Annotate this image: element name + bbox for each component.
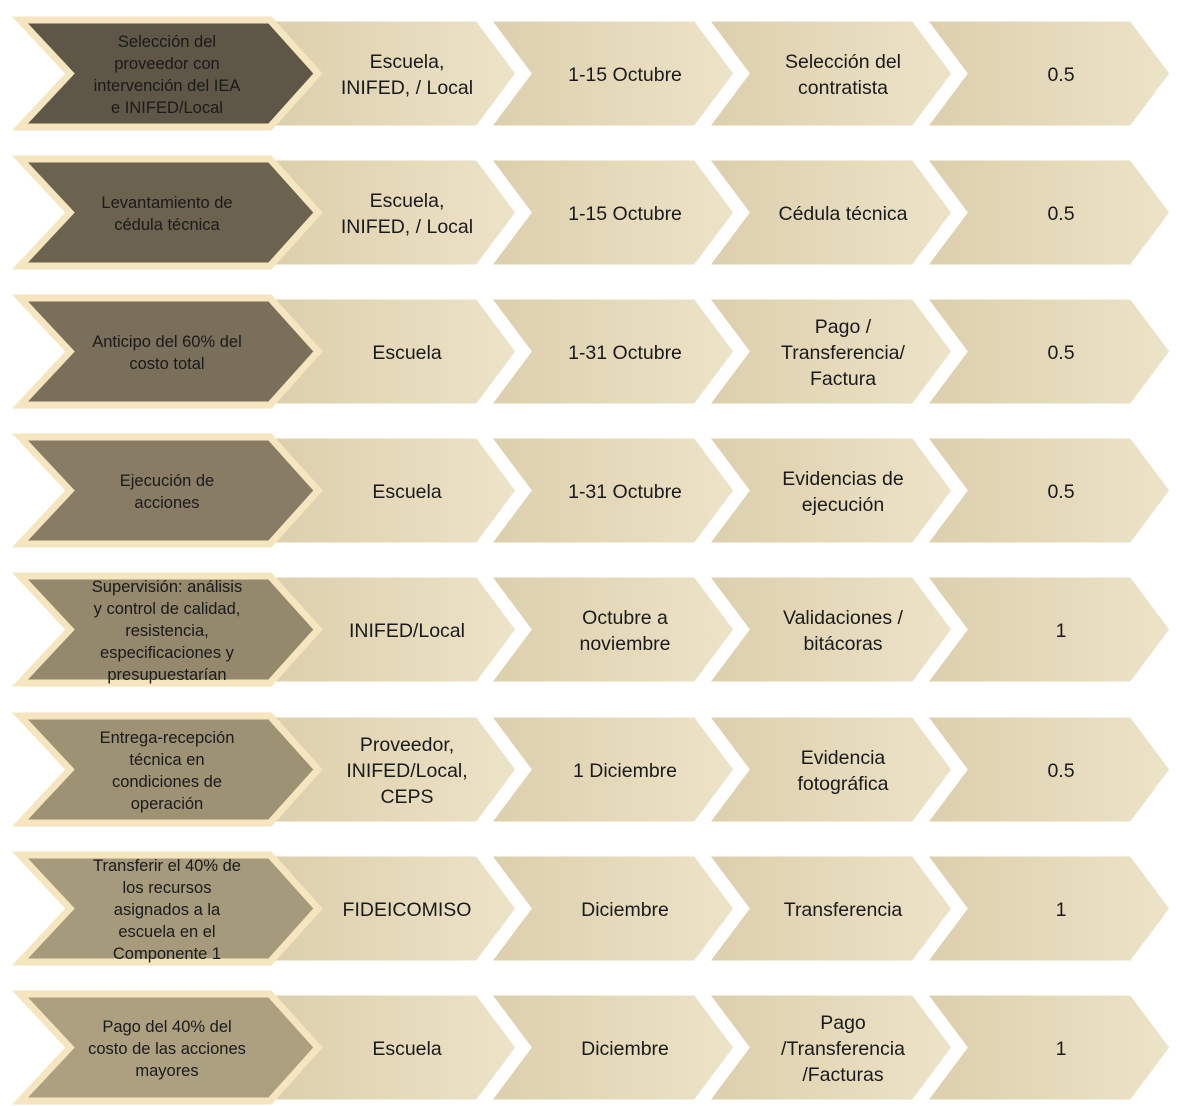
chevron-step [20, 994, 318, 1101]
chevron-weight [926, 437, 1171, 544]
weight-label-line: 1 [1055, 1037, 1067, 1060]
step-label-line: resistencia, [125, 621, 209, 640]
chevron-weight [926, 576, 1171, 683]
step-label-line: asignados a la [113, 900, 221, 919]
chevron-evidence [708, 159, 953, 266]
chevron-step [20, 716, 318, 823]
period-label-line: Diciembre [581, 1037, 669, 1060]
responsible-label-line: INIFED, / Local [340, 215, 474, 238]
chevron-step [20, 20, 318, 127]
step-label-line: técnica en [129, 750, 205, 769]
step-label-line: Ejecución de [119, 471, 215, 490]
evidence-label-line: Factura [809, 367, 877, 390]
evidence-label-line: Selección del [785, 50, 901, 73]
step-label-line: intervención del IEA [93, 76, 241, 95]
evidence-label-line: fotográfica [797, 772, 889, 795]
chevron-evidence [708, 994, 953, 1101]
evidence-label-line: Transferencia/ [781, 341, 905, 364]
chevron-weight [926, 855, 1171, 962]
period-label-line: 1-31 Octubre [568, 341, 682, 364]
step-label-line: Supervisión: análisis [91, 577, 243, 596]
period-label-line: noviembre [579, 632, 671, 655]
chevron-period [490, 159, 735, 266]
period-label-line: 1-31 Octubre [568, 480, 682, 503]
weight-label-line: 0.5 [1047, 63, 1075, 86]
period-label-line: Diciembre [581, 898, 669, 921]
step-label-line: Pago del 40% del [102, 1017, 232, 1036]
responsible-label-line: INIFED/Local, [346, 759, 468, 782]
step-label-line: Componente 1 [112, 944, 222, 963]
chevron-period [490, 20, 735, 127]
evidence-label-line: ejecución [801, 493, 885, 516]
chevron-step [20, 576, 318, 683]
weight-label-line: 0.5 [1047, 759, 1075, 782]
step-label-line: Selección del [117, 32, 217, 51]
evidence-label-line: Validaciones / [783, 606, 903, 629]
step-label-line: y control de calidad, [93, 599, 241, 618]
evidence-label-line: Transferencia [783, 898, 903, 921]
step-label-line: Levantamiento de [101, 193, 233, 212]
chevron-evidence [708, 576, 953, 683]
evidence-label-line: Cédula técnica [778, 202, 908, 225]
chevron-step [20, 855, 318, 962]
responsible-label-line: Escuela [372, 480, 442, 503]
step-label-line: Anticipo del 60% del [92, 332, 242, 351]
chevron-evidence [708, 716, 953, 823]
chevron-period [490, 994, 735, 1101]
chevron-step [20, 159, 318, 266]
step-label-line: Transferir el 40% de [93, 856, 241, 875]
chevron-evidence [708, 437, 953, 544]
period-label-line: Octubre a [582, 606, 668, 629]
chevron-weight [926, 20, 1171, 127]
responsible-label-line: INIFED, / Local [340, 76, 474, 99]
evidence-label-line: bitácoras [803, 632, 883, 655]
step-label-line: presupuestarían [107, 665, 227, 684]
step-label-line: costo de las acciones [88, 1039, 246, 1058]
chevron-period [490, 298, 735, 405]
step-label-line: operación [130, 794, 204, 813]
evidence-label-line: Evidencia [800, 746, 886, 769]
evidence-label-line: /Facturas [802, 1063, 884, 1086]
chevron-period [490, 855, 735, 962]
step-label-line: los recursos [122, 878, 212, 897]
chevron-step [20, 437, 318, 544]
step-label-line: Entrega-recepción [99, 728, 235, 747]
responsible-label-line: Escuela, [369, 50, 445, 73]
responsible-label-line: Escuela [372, 1037, 442, 1060]
step-label-line: acciones [134, 493, 200, 512]
chevron-weight [926, 994, 1171, 1101]
responsible-label-line: CEPS [380, 785, 434, 808]
evidence-label-line: contratista [798, 76, 888, 99]
evidence-label-line: Pago / [814, 315, 872, 338]
evidence-label-line: /Transferencia [781, 1037, 905, 1060]
evidence-label-line: Evidencias de [782, 467, 904, 490]
step-label-line: proveedor con [114, 54, 220, 73]
step-label-line: especificaciones y [100, 643, 234, 662]
period-label-line: 1-15 Octubre [568, 63, 682, 86]
step-label-line: e INIFED/Local [111, 98, 223, 117]
chevron-weight [926, 716, 1171, 823]
responsible-label-line: INIFED/Local [349, 619, 465, 642]
period-label-line: 1-15 Octubre [568, 202, 682, 225]
chevron-period [490, 716, 735, 823]
chevron-period [490, 437, 735, 544]
responsible-label-line: FIDEICOMISO [342, 898, 472, 921]
responsible-label-line: Escuela, [369, 189, 445, 212]
step-label-line: costo total [129, 354, 205, 373]
step-label-line: escuela en el [118, 922, 216, 941]
step-label-line: condiciones de [111, 772, 223, 791]
weight-label-line: 0.5 [1047, 341, 1075, 364]
chevron-evidence [708, 855, 953, 962]
chevron-evidence [708, 20, 953, 127]
weight-label-line: 0.5 [1047, 202, 1075, 225]
chevron-step [20, 298, 318, 405]
step-label-line: cédula técnica [114, 215, 220, 234]
step-label-line: mayores [135, 1061, 199, 1080]
chevron-evidence [708, 298, 953, 405]
weight-label-line: 1 [1055, 898, 1067, 921]
chevron-period [490, 576, 735, 683]
chevron-weight [926, 298, 1171, 405]
weight-label-line: 1 [1055, 619, 1067, 642]
evidence-label-line: Pago [820, 1011, 866, 1034]
chevron-weight [926, 159, 1171, 266]
period-label-line: 1 Diciembre [572, 759, 678, 782]
responsible-label-line: Proveedor, [359, 733, 455, 756]
responsible-label-line: Escuela [372, 341, 442, 364]
weight-label-line: 0.5 [1047, 480, 1075, 503]
